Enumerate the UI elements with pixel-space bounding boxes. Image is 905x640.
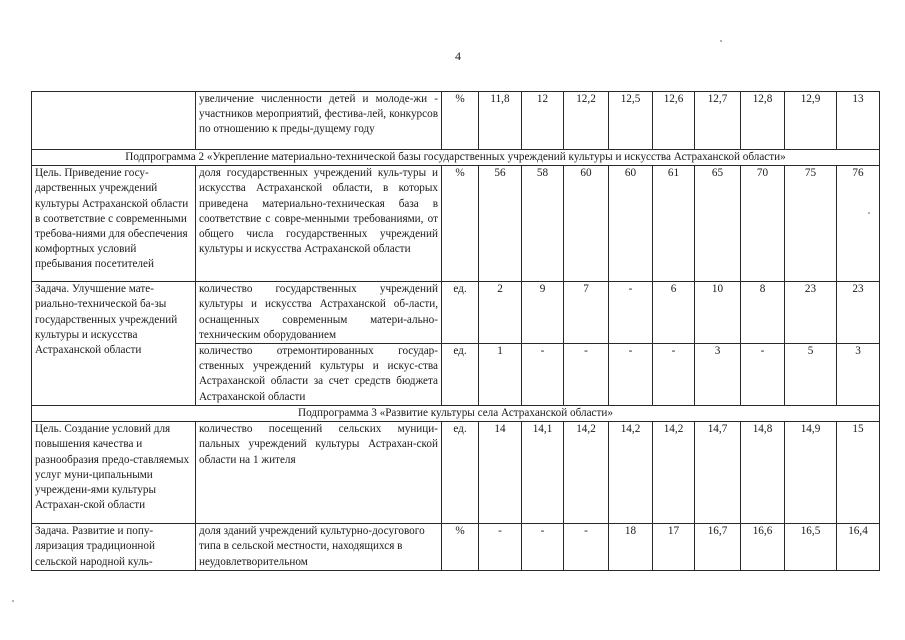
table-row (32, 166, 880, 282)
value-cell: 12,9 (785, 92, 837, 150)
value-cell: 16,5 (785, 524, 837, 571)
unit-cell: % (442, 92, 479, 150)
value-cell: 23 (785, 282, 837, 344)
scan-speck (720, 40, 722, 42)
indicator-cell: доля государственных учреждений куль-туры и искусства Астраханской области, в которых приведена материально-техническая база в соответствие с совре-менными требованиями, от общего числа государственных учреждений культуры и искусства Астраханской области (196, 166, 442, 282)
value-cell: 13 (837, 92, 880, 150)
value-cell: - (479, 524, 522, 571)
goal-cell: Задача. Развитие и попу-ляризация традиционной сельской народной куль- (32, 524, 196, 571)
section-header: Подпрограмма 3 «Развитие культуры села Астраханской области» (32, 406, 880, 422)
value-cell: 16,4 (837, 524, 880, 571)
value-cell: 10 (695, 282, 741, 344)
indicators-table (31, 91, 880, 571)
value-cell: 12 (522, 92, 564, 150)
value-cell: 58 (522, 166, 564, 282)
value-cell: 9 (522, 282, 564, 344)
value-cell: 3 (695, 344, 741, 406)
value-cell: 75 (785, 166, 837, 282)
goal-cell (32, 92, 196, 150)
value-cell: 17 (653, 524, 695, 571)
value-cell: 61 (653, 166, 695, 282)
value-cell: 14,8 (741, 422, 785, 524)
table-row (32, 282, 880, 344)
table-row (32, 524, 880, 571)
value-cell: 14,2 (609, 422, 653, 524)
value-cell: 23 (837, 282, 880, 344)
value-cell: 70 (741, 166, 785, 282)
value-cell: - (522, 344, 564, 406)
scan-speck (868, 212, 870, 214)
value-cell: 8 (741, 282, 785, 344)
table-row (32, 92, 880, 150)
value-cell: - (741, 344, 785, 406)
value-cell: 11,8 (479, 92, 522, 150)
section-header-row (32, 150, 880, 166)
section-header: Подпрограмма 2 «Укрепление материально-технической базы государственных учреждений культуры и искусства Астраханской области» (32, 150, 880, 166)
value-cell: 60 (609, 166, 653, 282)
value-cell: 56 (479, 166, 522, 282)
unit-cell: % (442, 166, 479, 282)
value-cell: 14,7 (695, 422, 741, 524)
value-cell: 16,6 (741, 524, 785, 571)
value-cell: 18 (609, 524, 653, 571)
value-cell: 12,5 (609, 92, 653, 150)
value-cell: 5 (785, 344, 837, 406)
indicator-cell: количество отремонтированных государ-ственных учреждений культуры и искус-ства Астраханской области за счет средств бюджета Астраханской области (196, 344, 442, 406)
value-cell: - (522, 524, 564, 571)
indicator-cell: доля зданий учреждений культурно-досугового типа в сельской местности, находящихся в неудовлетворительном (196, 524, 442, 571)
value-cell: 60 (564, 166, 609, 282)
value-cell: 76 (837, 166, 880, 282)
unit-cell: % (442, 524, 479, 571)
unit-cell: ед. (442, 344, 479, 406)
goal-cell: Цель. Приведение госу-дарственных учреждений культуры Астраханской области в соответствие с современными требова-ниями для обеспечения комфортных условий пребывания посетителей (32, 166, 196, 282)
value-cell: 1 (479, 344, 522, 406)
value-cell: - (653, 344, 695, 406)
value-cell: 6 (653, 282, 695, 344)
value-cell: 12,2 (564, 92, 609, 150)
value-cell: 12,6 (653, 92, 695, 150)
value-cell: - (564, 524, 609, 571)
value-cell: - (564, 344, 609, 406)
value-cell: 14,2 (653, 422, 695, 524)
value-cell: 16,7 (695, 524, 741, 571)
goal-cell: Цель. Создание условий для повышения качества и разнообразия предо-ставляемых услуг муни-ципальными учреждени-ями культуры Астрахан-ской области (32, 422, 196, 524)
indicator-cell: количество государственных учреждений культуры и искусства Астраханской об-ласти, оснащенных современным матери-ально-техническим оборудованием (196, 282, 442, 344)
unit-cell: ед. (442, 422, 479, 524)
value-cell: 7 (564, 282, 609, 344)
table-row (32, 422, 880, 524)
page-number: 4 (455, 49, 461, 63)
indicator-cell: количество посещений сельских муници-пальных учреждений культуры Астрахан-ской области на 1 жителя (196, 422, 442, 524)
value-cell: 15 (837, 422, 880, 524)
value-cell: 14,1 (522, 422, 564, 524)
value-cell: 12,7 (695, 92, 741, 150)
value-cell: 12,8 (741, 92, 785, 150)
value-cell: 2 (479, 282, 522, 344)
value-cell: 14,9 (785, 422, 837, 524)
indicator-cell: увеличение численности детей и молоде-жи - участников мероприятий, фестива-лей, конкурсов по отношению к преды-дущему году (196, 92, 442, 150)
section-header-row (32, 406, 880, 422)
scan-speck (12, 600, 14, 602)
goal-cell: Задача. Улучшение мате-риально-технической ба-зы государственных учреждений культуры и искусства Астраханской области (32, 282, 196, 406)
value-cell: - (609, 344, 653, 406)
value-cell: 14 (479, 422, 522, 524)
unit-cell: ед. (442, 282, 479, 344)
value-cell: 3 (837, 344, 880, 406)
value-cell: 65 (695, 166, 741, 282)
value-cell: - (609, 282, 653, 344)
value-cell: 14,2 (564, 422, 609, 524)
